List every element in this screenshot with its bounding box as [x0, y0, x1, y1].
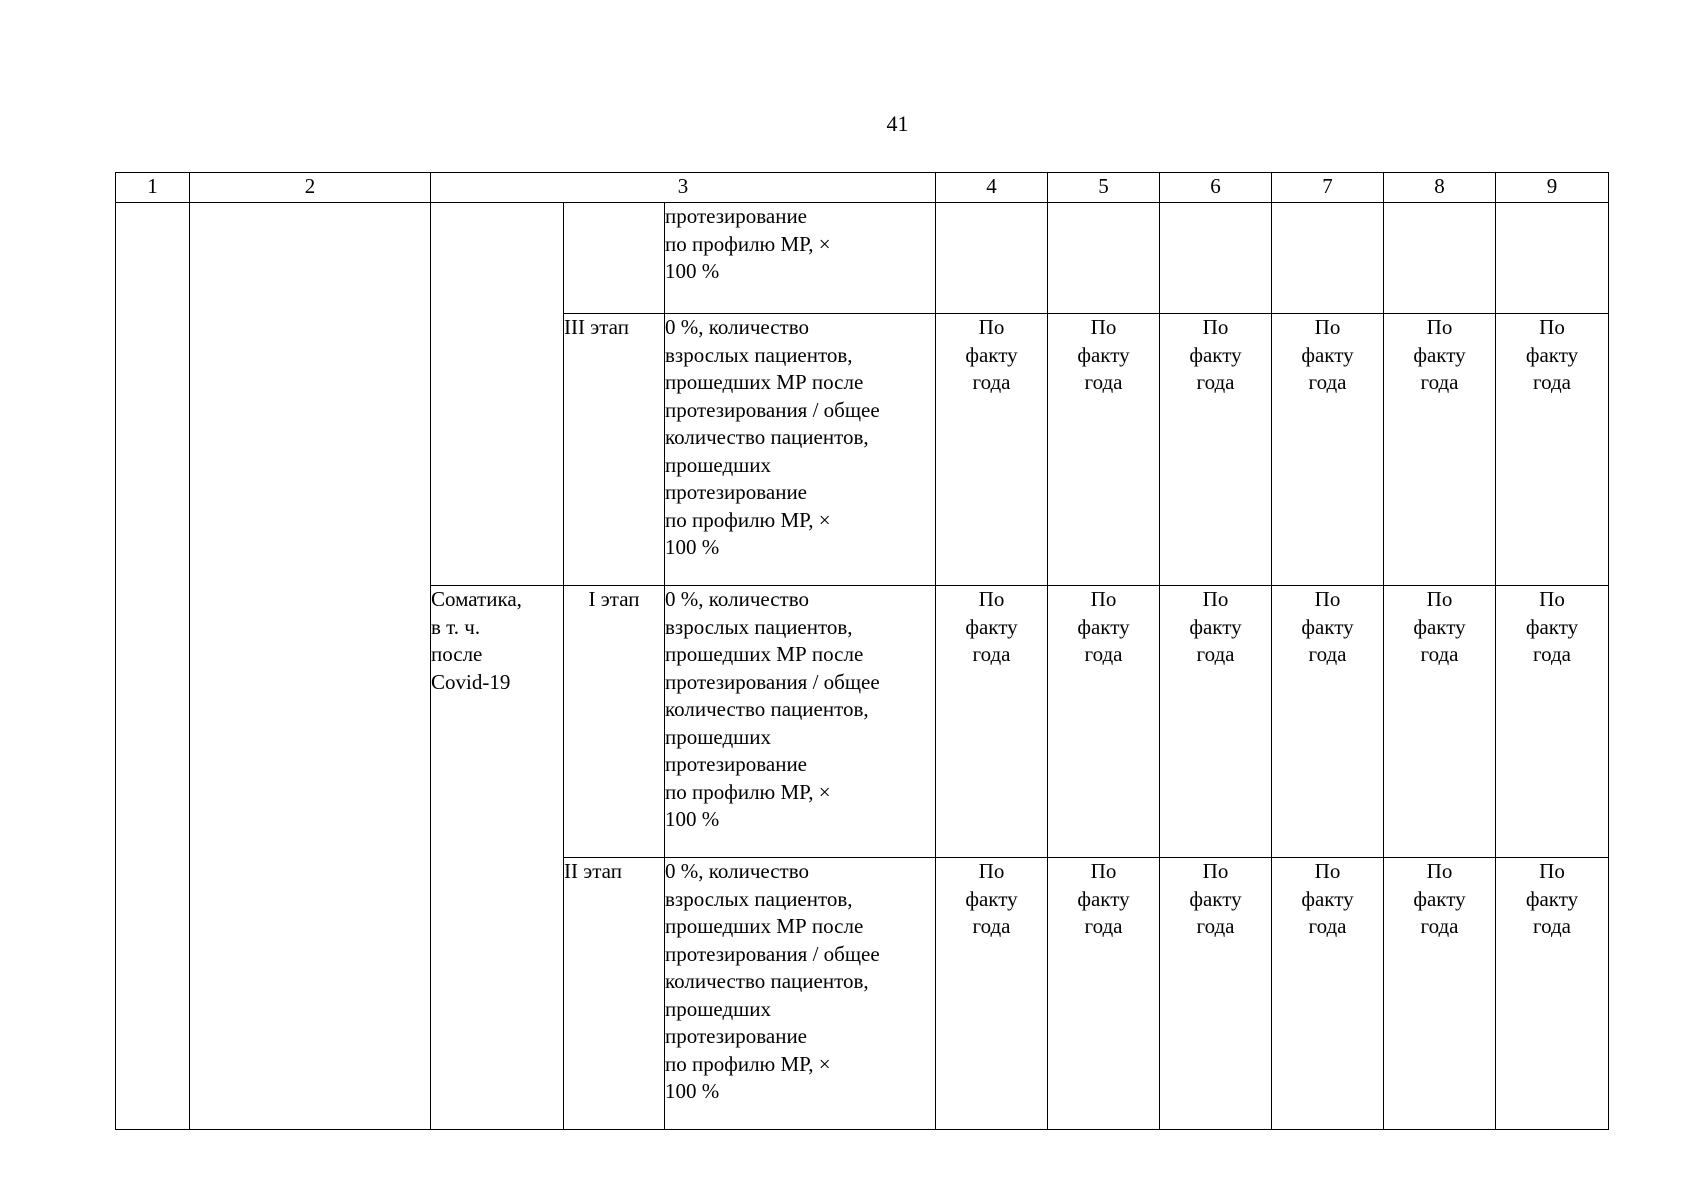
value-line: года	[1533, 642, 1572, 666]
value-line: года	[1420, 914, 1459, 938]
value-line: По	[1539, 587, 1565, 611]
description-line: взрослых пациентов,	[665, 886, 853, 911]
value-line: факту	[1301, 342, 1354, 367]
category-line: Covid-19	[431, 669, 511, 694]
value-cell	[1384, 203, 1496, 314]
category-cell	[431, 586, 564, 1130]
description-line: взрослых пациентов,	[665, 342, 853, 367]
value-cell	[936, 586, 1048, 858]
value-line: По	[1426, 315, 1453, 339]
category-cell-continued	[431, 203, 564, 586]
value-line: факту	[965, 614, 1018, 639]
value-cell	[1160, 314, 1272, 586]
value-line: факту	[1413, 614, 1466, 639]
description-line: 0 %, количество	[665, 315, 809, 339]
header-row	[116, 173, 1609, 203]
description-line: прошедших МР после	[665, 370, 864, 394]
value-line: года	[1196, 370, 1235, 394]
value-line: По	[978, 859, 1005, 883]
description-line: 0 %, количество	[665, 587, 809, 611]
value-line: факту	[1189, 614, 1242, 639]
category-line: в т. ч.	[431, 614, 481, 639]
value-line: года	[1084, 914, 1123, 938]
description-line: по профилю МР, ×	[665, 507, 831, 532]
category-line: после	[431, 642, 483, 666]
value-line: года	[1420, 642, 1459, 666]
description-line: по профилю МР, ×	[665, 779, 831, 804]
description-line: 100 %	[665, 259, 720, 283]
value-cell	[936, 314, 1048, 586]
description-line: протезирования / общее	[665, 397, 880, 422]
value-cell	[936, 858, 1048, 1130]
value-line: факту	[1301, 614, 1354, 639]
value-cell	[1272, 314, 1384, 586]
value-line: факту	[1525, 342, 1579, 367]
value-line: По	[1202, 315, 1229, 339]
value-line: По	[1426, 587, 1453, 611]
value-line: По	[1314, 859, 1341, 883]
value-cell	[1048, 586, 1160, 858]
value-line: По	[1202, 859, 1229, 883]
header-cell-2: 2	[190, 173, 431, 203]
value-line: По	[1426, 859, 1453, 883]
header-cell-3: 3	[431, 173, 936, 203]
value-cell	[1160, 203, 1272, 314]
value-line: По	[978, 315, 1005, 339]
header-cell-7: 7	[1272, 173, 1384, 203]
value-line: факту	[1301, 886, 1354, 911]
stage-cell: II этап	[564, 858, 665, 1130]
value-cell	[1384, 314, 1496, 586]
description-line: 0 %, количество	[665, 859, 809, 883]
description-cell	[665, 586, 936, 858]
description-line: протезирование	[665, 204, 808, 228]
value-line: факту	[1077, 886, 1130, 911]
header-cell-8: 8	[1384, 173, 1496, 203]
value-cell	[1272, 858, 1384, 1130]
value-cell	[1048, 314, 1160, 586]
value-cell	[936, 203, 1048, 314]
value-cell	[1048, 858, 1160, 1130]
category-line: Соматика,	[431, 587, 522, 611]
description-line: взрослых пациентов,	[665, 614, 853, 639]
value-cell	[1384, 858, 1496, 1130]
description-line: прошедших МР после	[665, 914, 864, 938]
column-2-cell	[190, 203, 431, 1130]
value-line: факту	[965, 342, 1018, 367]
value-cell	[1496, 586, 1609, 858]
value-line: года	[1308, 370, 1347, 394]
column-1-cell	[116, 203, 190, 1130]
value-line: По	[1090, 315, 1117, 339]
value-line: факту	[1525, 614, 1579, 639]
description-line: количество пациентов,	[665, 697, 869, 721]
indicator-table	[115, 172, 1609, 1130]
value-line: факту	[1413, 886, 1466, 911]
table-row	[116, 203, 1609, 314]
value-line: По	[1090, 859, 1117, 883]
value-line: года	[1533, 370, 1572, 394]
header-cell-5: 5	[1048, 173, 1160, 203]
value-line: года	[1533, 914, 1572, 938]
value-line: По	[1202, 587, 1229, 611]
value-cell	[1496, 314, 1609, 586]
value-line: года	[972, 914, 1011, 938]
value-cell	[1496, 203, 1609, 314]
value-line: года	[1196, 914, 1235, 938]
value-line: факту	[965, 886, 1018, 911]
description-cell	[665, 203, 936, 314]
description-line: протезирование	[665, 480, 808, 504]
value-line: факту	[1189, 886, 1242, 911]
description-line: количество пациентов,	[665, 969, 869, 993]
stage-cell: III этап	[564, 314, 665, 586]
header-cell-6: 6	[1160, 173, 1272, 203]
value-line: По	[1314, 315, 1341, 339]
description-line: 100 %	[665, 1079, 720, 1103]
value-cell	[1384, 586, 1496, 858]
value-line: года	[1084, 642, 1123, 666]
description-line: прошедших МР после	[665, 642, 864, 666]
description-line: 100 %	[665, 535, 720, 559]
description-line: по профилю МР, ×	[665, 1051, 831, 1076]
page-number: 41	[886, 111, 909, 136]
value-line: года	[972, 642, 1011, 666]
value-line: года	[1308, 642, 1347, 666]
value-line: По	[1314, 587, 1341, 611]
description-line: по профилю МР, ×	[665, 231, 831, 256]
description-cell	[665, 858, 936, 1130]
value-line: По	[1539, 859, 1565, 883]
description-line: протезирования / общее	[665, 941, 880, 966]
value-cell	[1048, 203, 1160, 314]
value-cell	[1272, 586, 1384, 858]
description-cell	[665, 314, 936, 586]
stage-cell: I этап	[564, 586, 665, 858]
description-line: количество пациентов,	[665, 425, 869, 449]
value-cell	[1160, 586, 1272, 858]
description-line: протезирование	[665, 1024, 808, 1048]
header-cell-1: 1	[116, 173, 190, 203]
value-line: факту	[1077, 342, 1130, 367]
value-line: года	[1308, 914, 1347, 938]
value-cell	[1496, 858, 1609, 1130]
description-line: прошедших	[665, 996, 772, 1021]
value-line: По	[1539, 315, 1565, 339]
value-line: факту	[1525, 886, 1579, 911]
header-cell-4: 4	[936, 173, 1048, 203]
value-line: По	[978, 587, 1005, 611]
header-cell-9: 9	[1496, 173, 1609, 203]
stage-cell	[564, 203, 665, 314]
value-line: года	[972, 370, 1011, 394]
value-line: года	[1196, 642, 1235, 666]
description-line: прошедших	[665, 452, 772, 477]
description-line: 100 %	[665, 807, 720, 831]
description-line: прошедших	[665, 724, 772, 749]
value-line: факту	[1413, 342, 1466, 367]
value-line: По	[1090, 587, 1117, 611]
value-cell	[1272, 203, 1384, 314]
description-line: протезирования / общее	[665, 669, 880, 694]
value-line: года	[1084, 370, 1123, 394]
description-line: протезирование	[665, 752, 808, 776]
value-line: года	[1420, 370, 1459, 394]
value-line: факту	[1077, 614, 1130, 639]
value-cell	[1160, 858, 1272, 1130]
value-line: факту	[1189, 342, 1242, 367]
